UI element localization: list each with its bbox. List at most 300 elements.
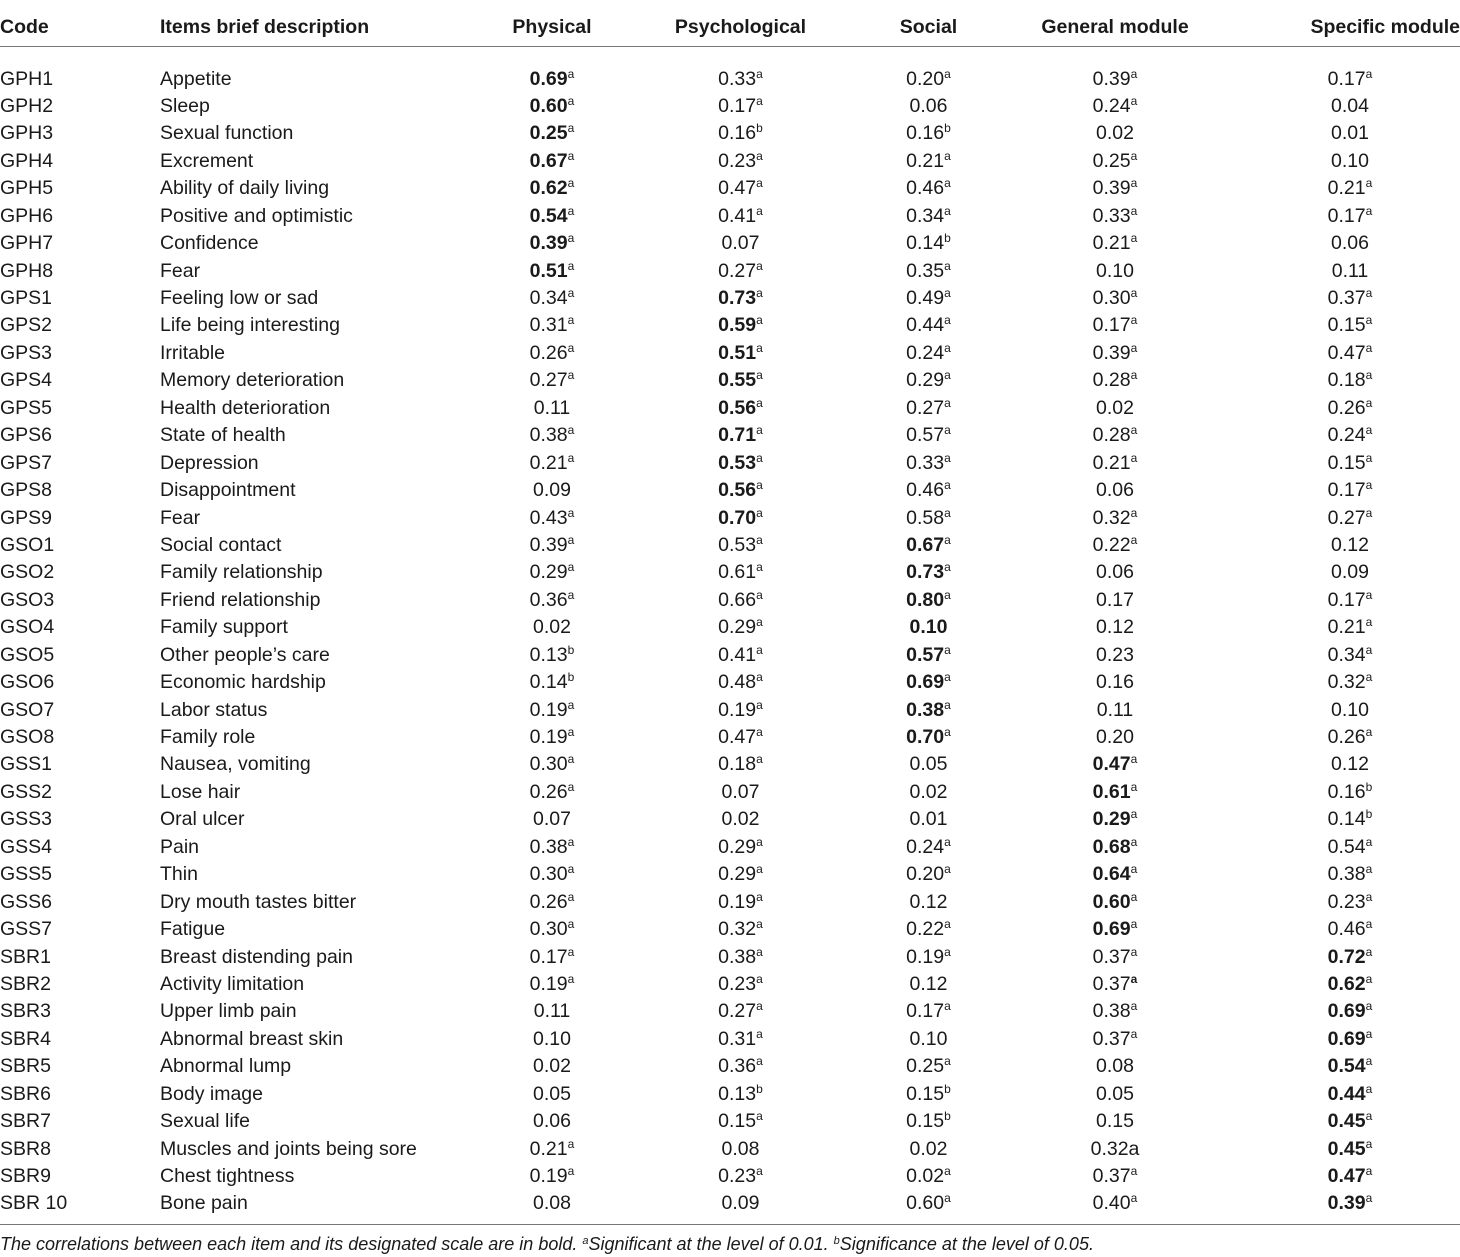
cell-value: 0.38: [1327, 863, 1366, 886]
cell-value: 0.21: [529, 1137, 568, 1160]
cell-value: 0.16: [718, 122, 757, 145]
cell-physical: [490, 228, 614, 255]
cell-code: SBR1: [0, 945, 51, 968]
significance-mark: a: [944, 642, 951, 657]
significance-mark: a: [1365, 176, 1373, 191]
cell-value: 0.04: [1331, 94, 1369, 117]
cell-physical: [490, 831, 614, 858]
significance-mark: a: [567, 889, 575, 904]
cell-value: 0.27: [906, 396, 945, 419]
table-row: [0, 557, 1460, 584]
significance-mark: a: [567, 148, 575, 163]
cell-general-module: [990, 283, 1240, 310]
cell-code: GPH4: [0, 149, 54, 172]
significance-mark: a: [1365, 1026, 1373, 1041]
significance-mark: a: [567, 532, 575, 547]
significance-mark: a: [1130, 807, 1138, 822]
significance-mark: a: [1130, 286, 1138, 300]
significance-mark: a: [1365, 450, 1373, 465]
cell-value: 0.69: [1327, 1027, 1366, 1050]
significance-mark: a: [1130, 505, 1138, 520]
cell-specific-module: [1240, 694, 1460, 721]
significance-mark: a: [756, 999, 763, 1014]
cell-specific-module: [1240, 118, 1460, 145]
cell-social: [867, 502, 990, 529]
significance-mark: a: [567, 587, 575, 602]
cell-code: GPS6: [0, 424, 53, 447]
cell-value: 0.57: [906, 643, 945, 666]
significance-mark: a: [1365, 889, 1373, 904]
significance-mark: a: [567, 560, 575, 575]
cell-physical: [490, 557, 614, 584]
significance-mark: a: [1130, 862, 1138, 877]
cell-social: [867, 420, 990, 447]
cell-value: 0.67: [529, 149, 568, 172]
cell-specific-module: [1240, 337, 1460, 364]
cell-specific-module: [1240, 283, 1460, 310]
cell-value: 0.06: [1096, 479, 1134, 502]
cell-general-module: [990, 584, 1240, 611]
cell-code: GSO6: [0, 671, 55, 694]
bottom-rule: [0, 1224, 1460, 1225]
cell-value: 0.10: [909, 616, 948, 639]
significance-mark: a: [1130, 423, 1138, 438]
cell-description: Nausea, vomiting: [160, 753, 311, 776]
table-row: [0, 502, 1460, 529]
cell-specific-module: [1240, 145, 1460, 172]
cell-physical: [490, 584, 614, 611]
significance-mark: a: [756, 423, 763, 438]
table-row: [0, 420, 1460, 447]
cell-value: 0.20: [1096, 726, 1134, 748]
cell-psychological: [614, 749, 867, 776]
cell-value: 0.10: [533, 1027, 571, 1050]
table-row: [0, 475, 1460, 502]
cell-description: Confidence: [160, 232, 259, 255]
cell-social: [867, 283, 990, 310]
cell-code: SBR7: [0, 1110, 51, 1133]
cell-value: 0.17: [906, 1000, 945, 1023]
significance-mark: a: [944, 532, 951, 547]
cell-code: GSO1: [0, 533, 55, 556]
cell-specific-module: [1240, 392, 1460, 419]
cell-psychological: [614, 831, 867, 858]
significance-mark: a: [1365, 862, 1373, 877]
significance-mark: a: [1365, 1191, 1373, 1206]
significance-mark: a: [1365, 1164, 1373, 1178]
cell-code: GPH3: [0, 122, 54, 145]
cell-psychological: [614, 118, 867, 145]
significance-mark: a: [756, 93, 763, 108]
cell-value: 0.33: [1092, 204, 1131, 227]
cell-psychological: [614, 914, 867, 941]
cell-physical: [490, 914, 614, 941]
cell-value: 0.39: [529, 232, 568, 255]
significance-mark: a: [1365, 1081, 1373, 1096]
cell-value: 0.38: [718, 945, 757, 968]
cell-value: 0.12: [1096, 616, 1134, 639]
significance-mark: a: [1130, 752, 1138, 767]
table-row: [0, 941, 1460, 968]
cell-value: 0.36: [529, 588, 568, 611]
cell-specific-module: [1240, 776, 1460, 803]
significance-mark: a: [567, 66, 575, 81]
significance-mark: a: [944, 1191, 951, 1206]
cell-specific-module: [1240, 1078, 1460, 1105]
cell-value: 0.02: [721, 808, 760, 831]
cell-description: Oral ulcer: [160, 808, 245, 831]
cell-value: 0.19: [529, 1165, 568, 1187]
significance-mark: a: [1365, 587, 1373, 602]
cell-code: GSS5: [0, 863, 53, 886]
cell-physical: [490, 1133, 614, 1160]
significance-mark: a: [1365, 368, 1373, 383]
cell-specific-module: [1240, 749, 1460, 776]
significance-mark: b: [1365, 807, 1373, 822]
significance-mark: a: [567, 203, 575, 218]
cell-social: [867, 1051, 990, 1078]
correlation-table: [0, 6, 1460, 1215]
cell-description: Muscles and joints being sore: [160, 1137, 417, 1160]
significance-mark: a: [944, 834, 951, 849]
cell-general-module: [990, 969, 1240, 996]
significance-mark: a: [944, 450, 951, 465]
cell-code: GSO5: [0, 643, 55, 666]
cell-general-module: [990, 1023, 1240, 1050]
cell-value: 0.15: [1096, 1110, 1134, 1133]
cell-social: [867, 776, 990, 803]
cell-social: [867, 337, 990, 364]
cell-general-module: [990, 365, 1240, 392]
cell-value: 0.23: [1096, 643, 1134, 666]
cell-value: 0.68: [1092, 835, 1131, 858]
cell-specific-module: [1240, 667, 1460, 694]
cell-value: 0.38: [906, 698, 945, 721]
cell-social: [867, 200, 990, 227]
cell-description: Sleep: [160, 94, 210, 117]
significance-mark: a: [1130, 340, 1138, 355]
cell-general-module: [990, 255, 1240, 282]
cell-specific-module: [1240, 722, 1460, 749]
cell-value: 0.02: [533, 1055, 571, 1078]
cell-value: 0.32: [718, 918, 757, 941]
cell-value: 0.69: [529, 67, 568, 90]
cell-value: 0.14: [906, 232, 945, 255]
table-row: [0, 667, 1460, 694]
cell-psychological: [614, 530, 867, 557]
cell-social: [867, 392, 990, 419]
cell-social: [867, 722, 990, 749]
cell-psychological: [614, 969, 867, 996]
table-row: [0, 118, 1460, 145]
cell-code: GPH1: [0, 67, 54, 90]
cell-value: 0.25: [529, 122, 568, 145]
cell-value: 0.27: [1327, 506, 1366, 529]
cell-value: 0.32: [1327, 671, 1366, 694]
header-description: Items brief description: [160, 6, 490, 46]
cell-specific-module: [1240, 639, 1460, 666]
cell-physical: [490, 530, 614, 557]
cell-value: 0.11: [1096, 698, 1134, 721]
cell-value: 0.57: [906, 424, 945, 447]
significance-mark: a: [944, 478, 951, 493]
cell-value: 0.38: [1092, 1000, 1131, 1023]
significance-mark: a: [944, 368, 951, 383]
cell-general-module: [990, 694, 1240, 721]
cell-description: Appetite: [160, 67, 232, 90]
significance-mark: a: [1365, 478, 1373, 493]
cell-general-module: [990, 1051, 1240, 1078]
cell-value: 0.13: [718, 1082, 757, 1105]
cell-value: 0.25: [1092, 149, 1131, 172]
significance-mark: a: [1130, 313, 1138, 328]
cell-description: Family relationship: [160, 561, 323, 584]
significance-mark: a: [1365, 286, 1373, 300]
cell-code: GSS3: [0, 808, 53, 831]
cell-physical: [490, 145, 614, 172]
significance-mark: a: [1130, 971, 1138, 986]
cell-code: SBR4: [0, 1027, 51, 1050]
significance-mark: a: [944, 917, 951, 932]
cell-description: Family role: [160, 726, 256, 748]
cell-description: Family support: [160, 616, 288, 639]
table-row: [0, 969, 1460, 996]
significance-mark: a: [756, 1109, 763, 1124]
cell-social: [867, 639, 990, 666]
significance-mark: a: [567, 697, 575, 712]
table-row: [0, 447, 1460, 474]
significance-mark: a: [756, 203, 763, 218]
cell-value: 0.14: [1327, 808, 1366, 831]
cell-specific-module: [1240, 447, 1460, 474]
significance-mark: a: [944, 340, 951, 355]
significance-mark: b: [944, 121, 951, 136]
significance-mark: a: [944, 66, 951, 81]
table-row: [0, 1161, 1460, 1188]
cell-general-module: [990, 173, 1240, 200]
cell-social: [867, 1078, 990, 1105]
cell-social: [867, 1133, 990, 1160]
significance-mark: a: [944, 1054, 951, 1069]
significance-mark: a: [756, 505, 763, 520]
cell-general-module: [990, 1188, 1240, 1215]
cell-code: GPS4: [0, 369, 53, 392]
significance-mark: a: [567, 779, 575, 794]
cell-value: 0.47: [718, 726, 757, 748]
header-specific-module: Specific module: [1240, 6, 1460, 46]
cell-psychological: [614, 1051, 867, 1078]
cell-physical: [490, 447, 614, 474]
significance-mark: a: [1130, 203, 1138, 218]
cell-value: 0.29: [1092, 808, 1131, 831]
cell-description: Feeling low or sad: [160, 287, 319, 309]
cell-value: 0.54: [1327, 1055, 1366, 1078]
cell-value: 0.38: [529, 424, 568, 447]
cell-value: 0.55: [718, 369, 757, 392]
cell-psychological: [614, 722, 867, 749]
cell-value: 0.15: [1327, 451, 1366, 474]
table-header: [0, 6, 1460, 46]
cell-value: 0.61: [718, 561, 757, 584]
cell-specific-module: [1240, 502, 1460, 529]
cell-value: 0.17: [1327, 204, 1366, 227]
cell-value: 0.08: [533, 1192, 571, 1215]
table-row: [0, 310, 1460, 337]
cell-value: 0.70: [906, 726, 945, 748]
cell-value: 0.02: [533, 616, 571, 639]
cell-value: 0.02: [906, 1165, 945, 1187]
table-row: [0, 914, 1460, 941]
cell-value: 0.06: [1096, 561, 1134, 584]
header-physical: Physical: [490, 6, 614, 46]
cell-psychological: [614, 447, 867, 474]
cell-code: GPH5: [0, 177, 54, 200]
cell-psychological: [614, 1188, 867, 1215]
cell-value: 0.15: [906, 1110, 945, 1133]
cell-value: 0.11: [1331, 259, 1369, 282]
cell-value: 0.05: [533, 1082, 571, 1105]
cell-description: Sexual life: [160, 1110, 250, 1133]
significance-mark: a: [567, 231, 575, 246]
cell-value: 0.12: [909, 890, 948, 913]
cell-value: 0.37: [1327, 287, 1366, 309]
cell-value: 0.08: [1096, 1055, 1134, 1078]
significance-mark: b: [567, 670, 575, 685]
cell-general-module: [990, 310, 1240, 337]
cell-psychological: [614, 365, 867, 392]
significance-mark: a: [756, 560, 763, 575]
cell-code: GSS2: [0, 780, 53, 803]
cell-social: [867, 530, 990, 557]
significance-mark: a: [567, 505, 575, 520]
cell-description: Abnormal lump: [160, 1055, 292, 1078]
cell-psychological: [614, 420, 867, 447]
cell-general-module: [990, 200, 1240, 227]
cell-value: 0.02: [1096, 396, 1134, 419]
cell-psychological: [614, 1106, 867, 1133]
cell-general-module: [990, 914, 1240, 941]
cell-specific-module: [1240, 173, 1460, 200]
cell-value: 0.47: [718, 177, 757, 200]
cell-code: GPH2: [0, 94, 54, 117]
cell-social: [867, 365, 990, 392]
cell-physical: [490, 694, 614, 721]
cell-value: 0.12: [1331, 533, 1369, 556]
table-footnote: [0, 1234, 1094, 1255]
cell-value: 0.30: [529, 753, 568, 776]
cell-social: [867, 831, 990, 858]
cell-value: 0.16: [1327, 780, 1366, 803]
cell-social: [867, 667, 990, 694]
cell-description: Body image: [160, 1082, 263, 1105]
cell-value: 0.10: [1331, 698, 1369, 721]
cell-value: 0.35: [906, 259, 945, 282]
cell-social: [867, 941, 990, 968]
cell-value: 0.16: [906, 122, 945, 145]
cell-general-module: [990, 91, 1240, 118]
cell-value: 0.60: [1092, 890, 1131, 913]
cell-code: GPS9: [0, 506, 53, 529]
cell-value: 0.26: [1327, 396, 1366, 419]
significance-mark: a: [1130, 368, 1138, 383]
footnote-bold-note: The correlations between each item and its designated scale are in bold.: [0, 1234, 578, 1254]
cell-value: 0.61: [1092, 780, 1131, 803]
cell-value: 0.37: [1092, 1027, 1131, 1050]
significance-mark: a: [756, 1054, 763, 1069]
cell-value: 0.05: [909, 753, 948, 776]
table-row: [0, 145, 1460, 172]
cell-social: [867, 969, 990, 996]
header-social: Social: [867, 6, 990, 46]
significance-mark: a: [1130, 917, 1138, 932]
cell-physical: [490, 310, 614, 337]
cell-description: State of health: [160, 424, 286, 447]
cell-specific-module: [1240, 365, 1460, 392]
significance-mark: a: [1130, 532, 1138, 547]
cell-description: Social contact: [160, 533, 282, 556]
table-row: [0, 612, 1460, 639]
cell-physical: [490, 1106, 614, 1133]
cell-value: 0.21: [1327, 177, 1366, 200]
significance-mark: a: [756, 697, 763, 712]
table-row: [0, 1188, 1460, 1215]
footnote-b-mark: b: [833, 1235, 840, 1247]
table-row: [0, 530, 1460, 557]
cell-code: SBR 10: [0, 1192, 68, 1215]
significance-mark: a: [756, 176, 763, 191]
cell-description: Ability of daily living: [160, 177, 330, 200]
cell-physical: [490, 749, 614, 776]
cell-value: 0.23: [1327, 890, 1366, 913]
significance-mark: a: [756, 148, 763, 163]
cell-social: [867, 557, 990, 584]
significance-mark: a: [1365, 615, 1373, 630]
cell-social: [867, 612, 990, 639]
cell-specific-module: [1240, 831, 1460, 858]
cell-social: [867, 749, 990, 776]
cell-value: 0.31: [718, 1027, 757, 1050]
cell-description: Economic hardship: [160, 671, 326, 694]
cell-psychological: [614, 612, 867, 639]
cell-value: 0.12: [909, 972, 948, 995]
cell-general-module: [990, 749, 1240, 776]
significance-mark: a: [756, 395, 763, 410]
significance-mark: a: [944, 999, 951, 1014]
cell-specific-module: [1240, 1051, 1460, 1078]
cell-value: 0.47: [1327, 341, 1366, 364]
cell-value: 0.11: [533, 1000, 571, 1023]
cell-social: [867, 310, 990, 337]
significance-mark: a: [756, 917, 763, 932]
cell-description: Chest tightness: [160, 1165, 295, 1187]
cell-social: [867, 914, 990, 941]
header-psychological: Psychological: [614, 6, 867, 46]
significance-mark: b: [567, 642, 575, 657]
cell-value: 0.09: [1331, 561, 1369, 584]
significance-mark: a: [1365, 1109, 1373, 1124]
cell-code: GPS1: [0, 287, 53, 309]
cell-psychological: [614, 200, 867, 227]
table-row: [0, 886, 1460, 913]
cell-psychological: [614, 310, 867, 337]
significance-mark: a: [944, 697, 951, 712]
cell-value: 0.69: [1327, 1000, 1366, 1023]
cell-specific-module: [1240, 859, 1460, 886]
cell-general-module: [990, 46, 1240, 91]
cell-psychological: [614, 91, 867, 118]
cell-psychological: [614, 392, 867, 419]
cell-value: 0.48: [718, 671, 757, 694]
